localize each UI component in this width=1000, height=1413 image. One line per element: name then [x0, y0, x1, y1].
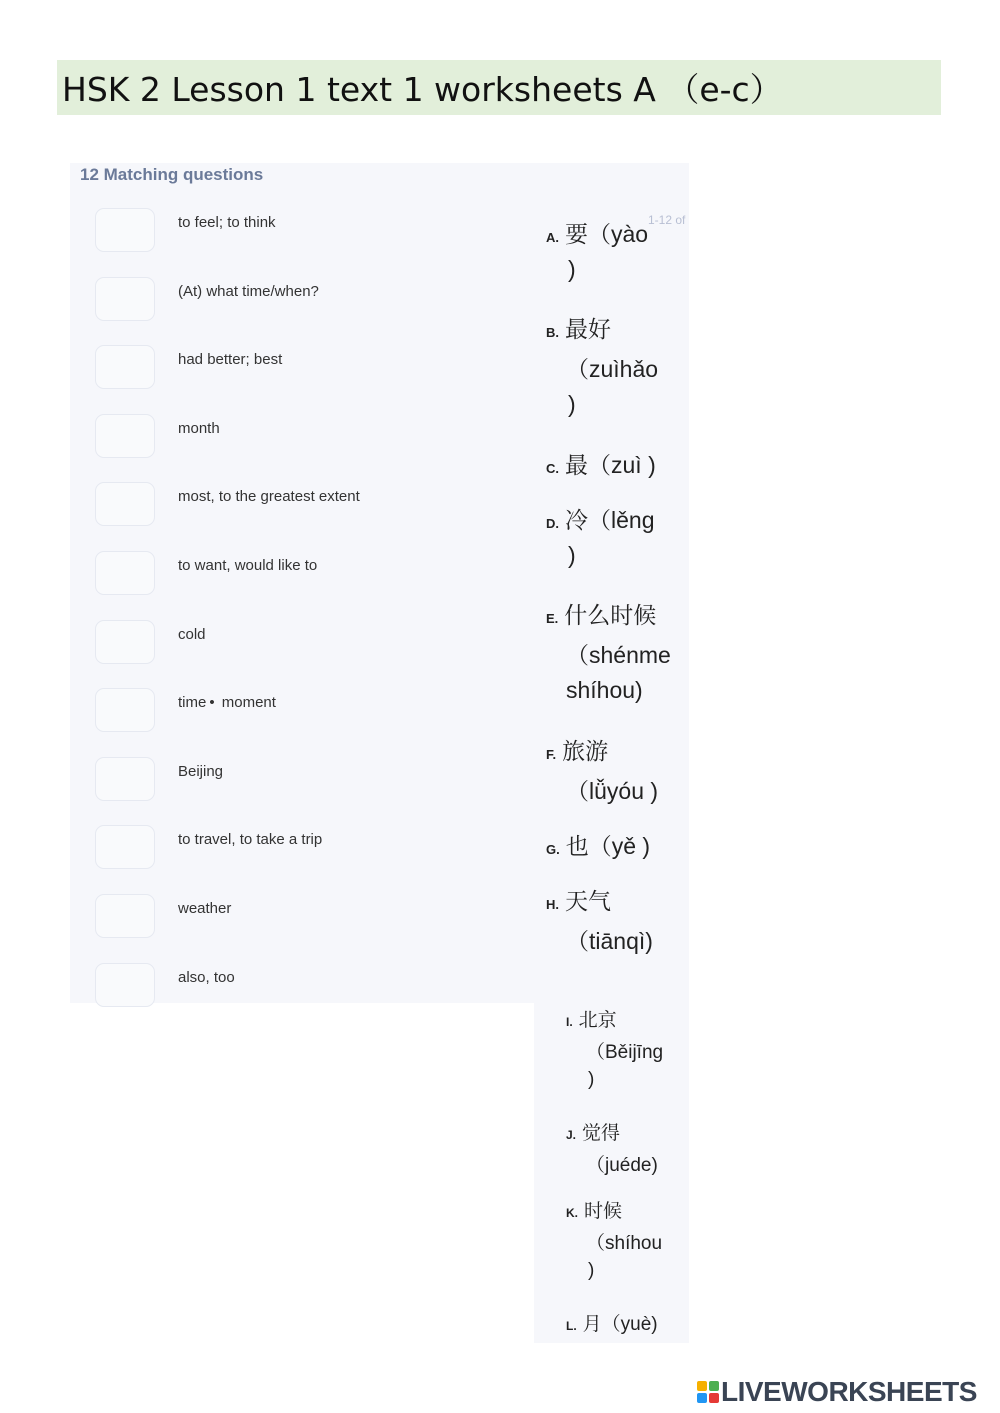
matching-panel — [70, 163, 689, 1003]
option-text: ) — [568, 256, 576, 282]
answer-box[interactable] — [95, 688, 155, 732]
prompt-text: (At) what time/when? — [178, 282, 319, 300]
option-letter: L. — [566, 1319, 577, 1333]
answer-box[interactable] — [95, 277, 155, 321]
liveworksheets-logo — [697, 1376, 977, 1412]
prompt-text: weather — [178, 900, 232, 917]
liveworksheets-logo-icon — [697, 1381, 719, 1403]
logo-text: LIVEWORKSHEETS — [721, 1376, 977, 1407]
matching-heading: 12 Matching questions — [80, 165, 264, 184]
option-line — [566, 1309, 658, 1336]
option-text: ) — [568, 391, 576, 417]
option-text: 要（yào — [565, 221, 649, 247]
range-indicator: 1-12 of — [648, 213, 686, 227]
option-line — [546, 447, 656, 480]
prompt-text: to feel; to think — [178, 214, 276, 231]
option-letter: I. — [566, 1015, 573, 1029]
option-letter: A. — [546, 230, 559, 245]
option-text: 冷（lěng — [565, 507, 655, 533]
option-line — [566, 1118, 620, 1145]
answer-box[interactable] — [95, 620, 155, 664]
option-text: shíhou) — [566, 677, 643, 703]
prompt-text: month — [178, 419, 220, 437]
answer-box[interactable] — [95, 757, 155, 801]
option-letter: C. — [546, 461, 559, 476]
option-letter: F. — [546, 747, 557, 762]
option-line — [546, 502, 654, 535]
option-line — [546, 733, 608, 766]
prompt-text: had better; best — [178, 351, 283, 369]
option-text: 旅游 — [562, 738, 609, 764]
option-letter: G. — [546, 842, 560, 857]
prompt-text: most, to the greatest extent — [178, 488, 360, 506]
answer-box[interactable] — [95, 482, 155, 526]
option-letter: D. — [546, 516, 559, 531]
option-text: 月（yuè) — [582, 1314, 658, 1335]
option-text: 天气 — [565, 888, 611, 914]
option-letter: B. — [546, 325, 559, 340]
option-text: 最（zuì ) — [565, 452, 656, 478]
answer-box[interactable] — [95, 963, 155, 1007]
option-text: （lǚyóu ) — [566, 778, 659, 804]
answer-box[interactable] — [95, 345, 155, 389]
option-line — [546, 883, 611, 916]
option-line — [546, 311, 611, 344]
option-text: （zuìhǎo — [566, 356, 659, 382]
option-line — [546, 828, 650, 861]
option-text: 时候 — [584, 1201, 623, 1222]
answer-box[interactable] — [95, 414, 155, 458]
option-text: 最好 — [565, 316, 611, 342]
option-text: （Běijīng — [586, 1042, 664, 1063]
answer-box[interactable] — [95, 825, 155, 869]
option-text: （juéde) — [586, 1155, 658, 1176]
option-line — [546, 216, 648, 249]
prompt-text: also, too — [178, 968, 235, 986]
answer-box[interactable] — [95, 894, 155, 938]
option-text: ) — [588, 1069, 595, 1090]
option-letter: E. — [546, 611, 559, 626]
option-text: ) — [568, 542, 576, 568]
option-line — [546, 597, 656, 630]
option-text: （shíhou — [586, 1233, 663, 1254]
option-line — [566, 1196, 622, 1223]
option-text: 北京 — [578, 1010, 617, 1031]
option-text: （tiānqì) — [566, 928, 653, 954]
prompt-text: to travel, to take a trip — [178, 831, 323, 849]
option-letter: H. — [546, 897, 559, 912]
option-text: 也（yě ) — [565, 833, 651, 859]
worksheet-title: HSK 2 Lesson 1 text 1 worksheets A （e-c） — [62, 70, 783, 109]
prompt-text: to want, would like to — [178, 557, 318, 574]
option-text: ) — [588, 1260, 595, 1281]
option-letter: J. — [566, 1128, 577, 1142]
option-text: （shénme — [566, 642, 671, 668]
option-text: 觉得 — [582, 1123, 621, 1144]
option-letter: K. — [566, 1206, 578, 1220]
option-text: 什么时候 — [564, 602, 657, 628]
prompt-text: Beijing — [178, 762, 224, 780]
answer-box[interactable] — [95, 208, 155, 252]
answer-box[interactable] — [95, 551, 155, 595]
option-line — [566, 1005, 617, 1032]
prompt-text: cold — [178, 625, 206, 643]
prompt-text: time • moment — [178, 694, 276, 712]
